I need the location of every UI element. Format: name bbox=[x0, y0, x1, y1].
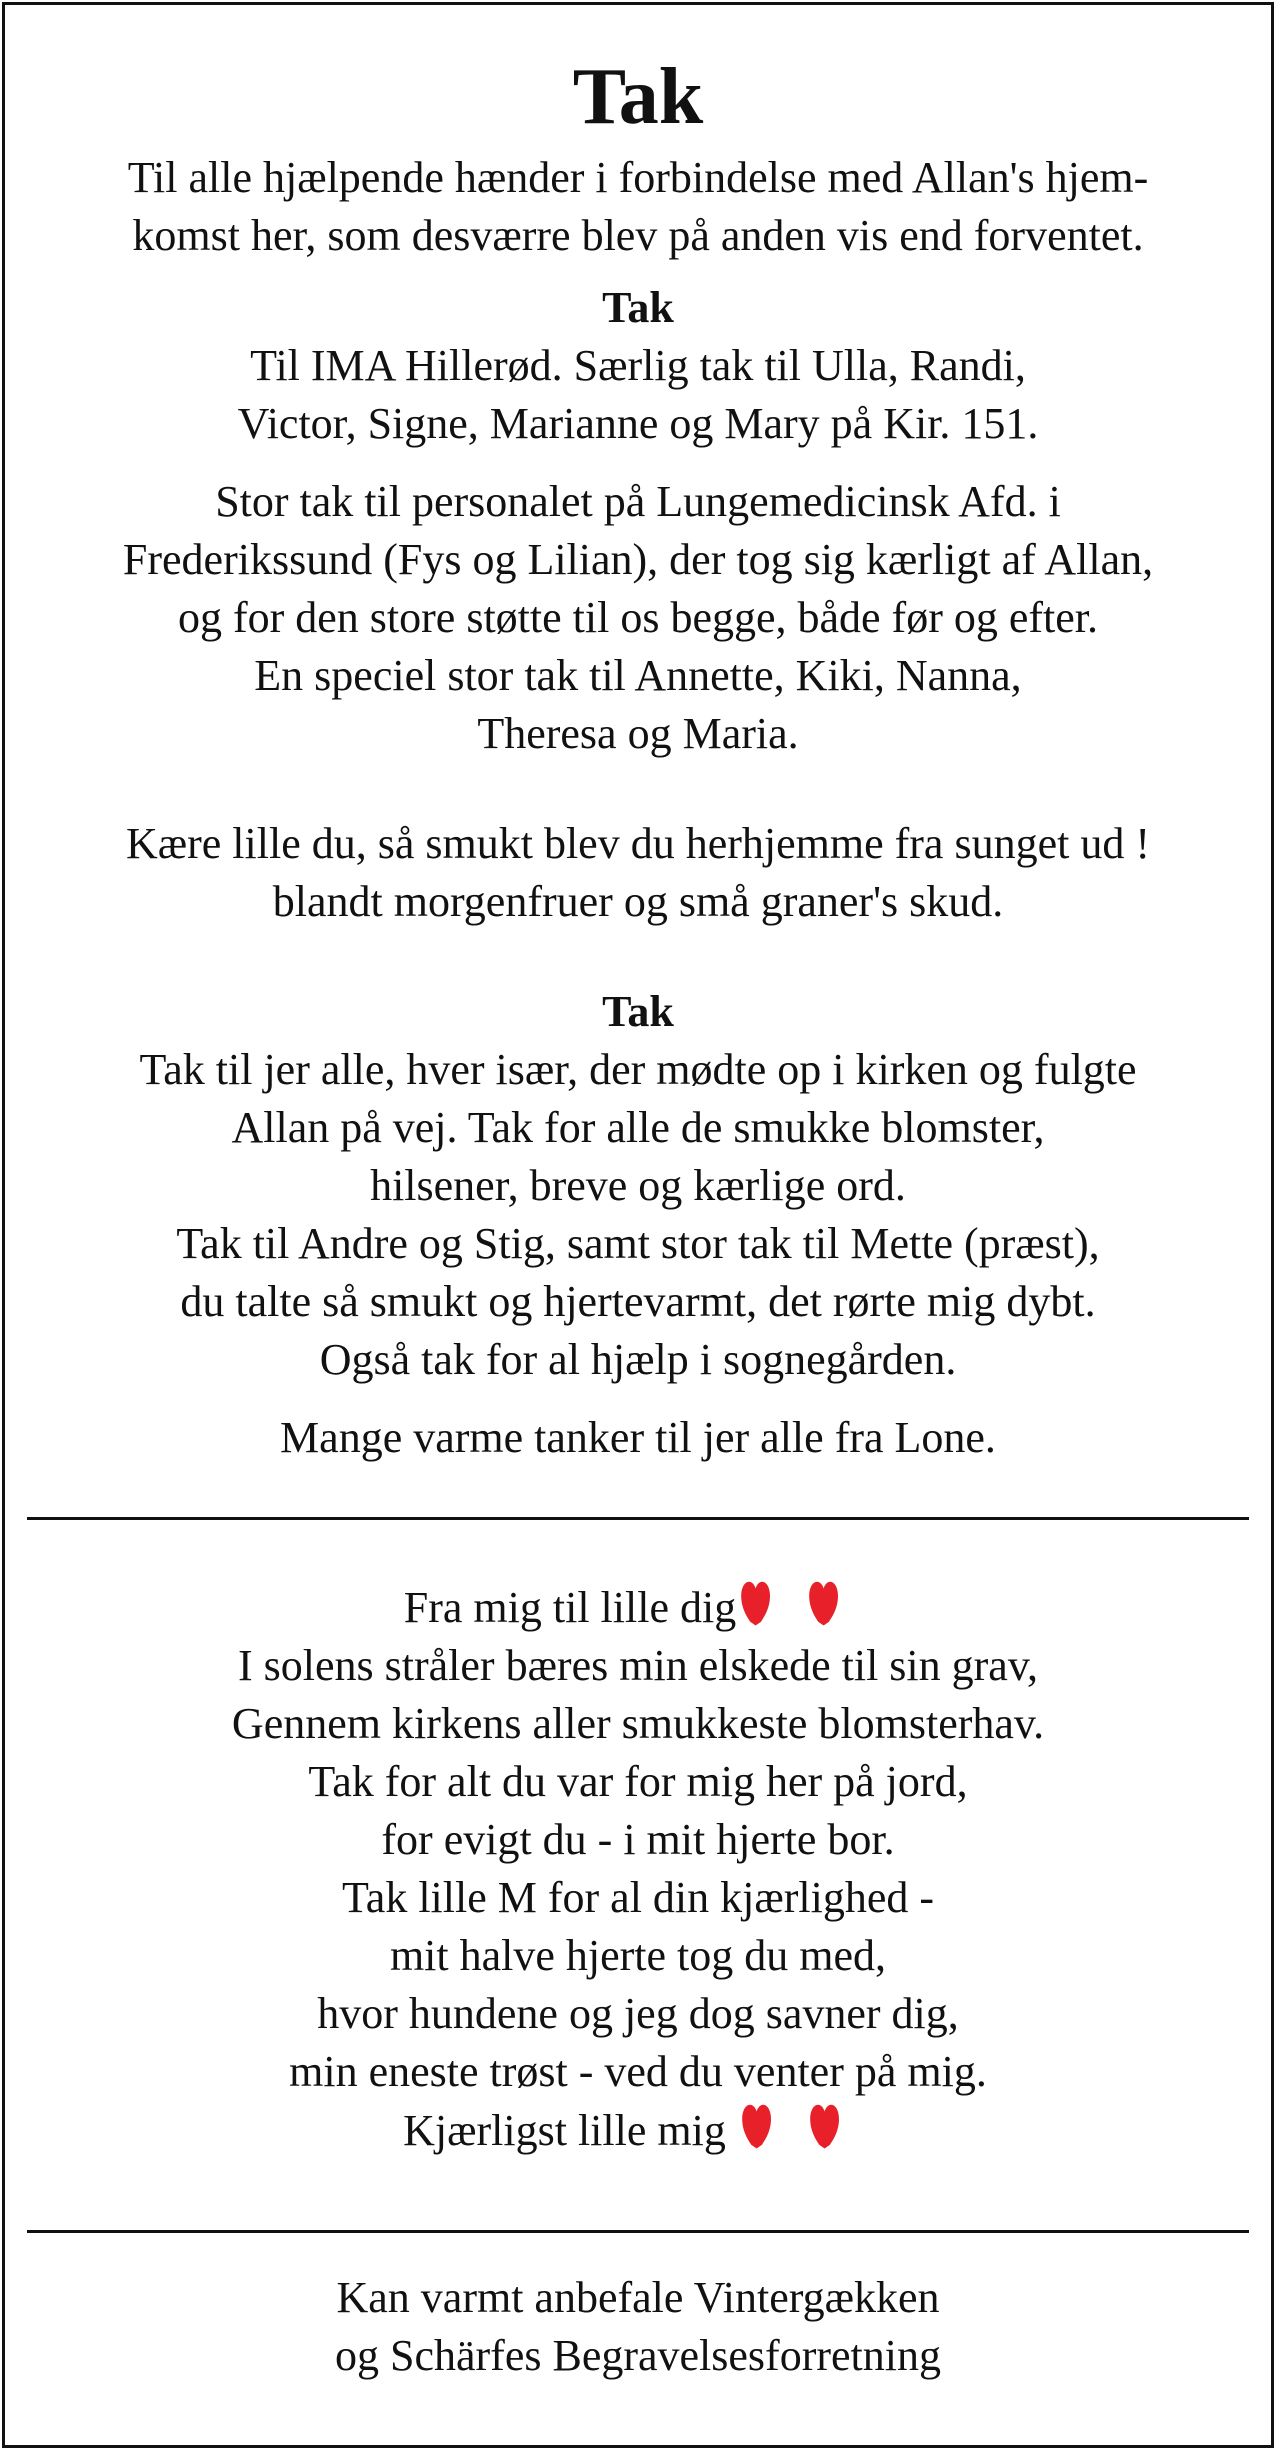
poem-line: Tak lille M for al din kjærlighed - bbox=[341, 1873, 935, 1922]
section1-heading: Tak bbox=[602, 283, 674, 332]
verse-line: blandt morgenfruer og små graner's skud. bbox=[272, 877, 1004, 926]
section3-line: du talte så smukt og hjertevarmt, det rørte mig dybt. bbox=[180, 1277, 1096, 1326]
poem-last-line-text: Kjærligst lille mig bbox=[403, 2106, 726, 2155]
divider-1 bbox=[27, 1517, 1249, 1520]
section1-line: Til IMA Hillerød. Særlig tak til Ulla, Randi, bbox=[250, 341, 1026, 390]
section2-line: Theresa og Maria. bbox=[477, 709, 799, 758]
section2-paragraph bbox=[5, 473, 1271, 763]
heart-icon bbox=[736, 1578, 804, 1628]
notice-title: Tak bbox=[572, 53, 704, 141]
poem-paragraph bbox=[5, 1578, 1271, 2160]
section2-line: En speciel stor tak til Annette, Kiki, Nanna, bbox=[254, 651, 1022, 700]
poem-line: Tak for alt du var for mig her på jord, bbox=[308, 1757, 968, 1806]
poem-last-line bbox=[5, 2101, 1271, 2160]
intro-line: Til alle hjælpende hænder i forbindelse med Allan's hjem- bbox=[127, 153, 1149, 202]
section3-paragraph bbox=[5, 1041, 1271, 1389]
poem-line: mit halve hjerte tog du med, bbox=[389, 1931, 887, 1980]
section3-line: hilsener, breve og kærlige ord. bbox=[370, 1161, 906, 1210]
recommendation-line: og Schärfes Begravelsesforretning bbox=[334, 2331, 941, 2380]
section1-line: Victor, Signe, Marianne og Mary på Kir. 151. bbox=[237, 399, 1039, 448]
heart-icon bbox=[804, 1578, 872, 1628]
verse-paragraph bbox=[5, 815, 1271, 931]
section3-line: Tak til Andre og Stig, samt stor tak til Mette (præst), bbox=[176, 1219, 1100, 1268]
section1-paragraph bbox=[5, 337, 1271, 453]
poem-line: I solens stråler bæres min elskede til sin grav, bbox=[238, 1641, 1038, 1690]
poem-line: hvor hundene og jeg dog savner dig, bbox=[317, 1989, 959, 2038]
verse-line: Kære lille du, så smukt blev du herhjemme fra sunget ud ! bbox=[126, 819, 1150, 868]
notice-frame bbox=[2, 2, 1274, 2448]
heart-icon bbox=[737, 2101, 805, 2151]
divider-2 bbox=[27, 2230, 1249, 2233]
section3-heading: Tak bbox=[602, 987, 674, 1036]
section3-line: Tak til jer alle, hver især, der mødte op i kirken og fulgte bbox=[139, 1045, 1137, 1094]
poem-first-line bbox=[5, 1578, 1271, 1637]
heart-icon bbox=[805, 2101, 873, 2151]
section3-line: Allan på vej. Tak for alle de smukke blomster, bbox=[231, 1103, 1045, 1152]
intro-line: komst her, som desværre blev på anden vis end forventet. bbox=[132, 211, 1144, 260]
recommendation-paragraph bbox=[5, 2269, 1271, 2385]
notice-content bbox=[5, 5, 1271, 2385]
poem-line: for evigt du - i mit hjerte bor. bbox=[381, 1815, 895, 1864]
section2-line: og for den store støtte til os begge, både før og efter. bbox=[177, 593, 1099, 642]
intro-paragraph bbox=[5, 149, 1271, 265]
closing-line: Mange varme tanker til jer alle fra Lone. bbox=[280, 1413, 996, 1462]
poem-first-line-text: Fra mig til lille dig bbox=[403, 1583, 737, 1632]
poem-line: Gennem kirkens aller smukkeste blomsterhav. bbox=[231, 1699, 1045, 1748]
section2-line: Frederikssund (Fys og Lilian), der tog sig kærligt af Allan, bbox=[122, 535, 1154, 584]
poem-line: min eneste trøst - ved du venter på mig. bbox=[289, 2047, 987, 2096]
section3-line: Også tak for al hjælp i sognegården. bbox=[319, 1335, 957, 1384]
recommendation-line: Kan varmt anbefale Vintergækken bbox=[336, 2273, 940, 2322]
section2-line: Stor tak til personalet på Lungemedicinsk Afd. i bbox=[215, 477, 1061, 526]
